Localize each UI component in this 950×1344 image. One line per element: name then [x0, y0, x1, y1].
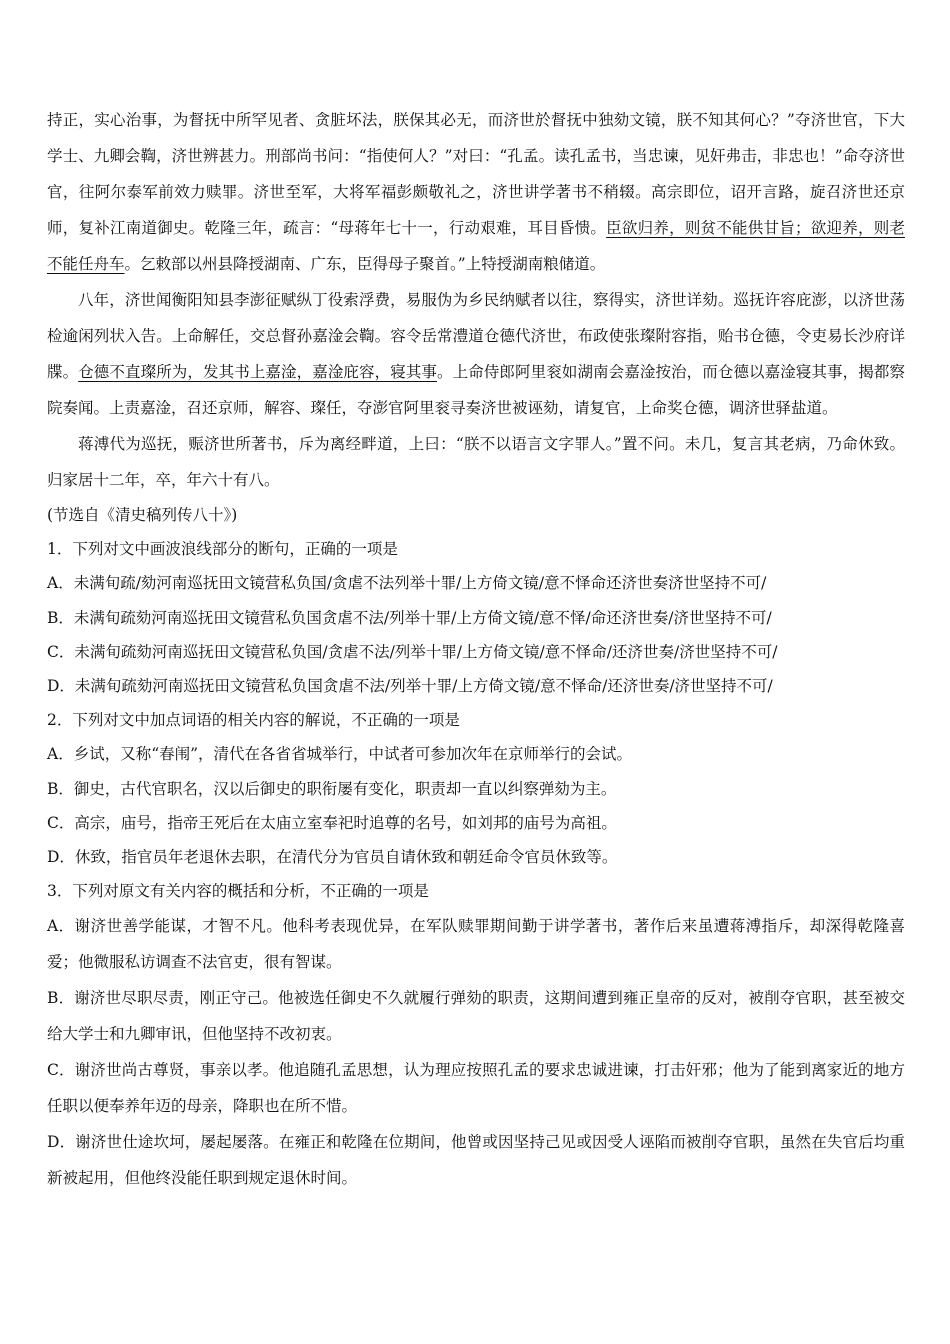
question-1-stem: 1．下列对文中画波浪线部分的断句，正确的一项是: [47, 540, 398, 559]
passage-source: (节选自《清史稿列传八十》): [47, 506, 238, 524]
question-2-option-b: B．御史，古代官职名，汉以后御史的职衔屡有变化，职责却一直以纠察弹劾为主。: [47, 779, 617, 798]
passage-p2-underlined: 仓德不直璨所为，发其书上嘉淦，嘉淦庇容，寝其事: [78, 363, 438, 381]
question-3-option-d: D．谢济世仕途坎坷，屡起屡落。在雍正和乾隆在位期间，他曾或因坚持己见或因受人诬陷而被削夺官职，虽然在失官后均重新被起用，但他终没能任职到规定退休时间。: [47, 1133, 905, 1188]
question-3-option-c: C．谢济世尚古尊贤，事亲以孝。他追随孔孟思想，认为理应按照孔孟的要求忠诚进谏，打击奸邪；他为了能到离家近的地方任职以便奉养年迈的母亲，降职也在所不惜。: [47, 1061, 905, 1116]
question-3-option-a: A．谢济世善学能谋，才智不凡。他科考表现优异，在军队赎罪期间勤于讲学著书，著作后来虽遭蒋溥指斥，却深得乾隆喜爱；他微服私访调查不法官吏，很有智谋。: [47, 917, 905, 972]
question-2-option-c: C．高宗，庙号，指帝王死后在太庙立室奉祀时追尊的名号，如刘邦的庙号为高祖。: [47, 813, 617, 832]
passage-p1-text-end: 。乞敕部以州县降授湖南、广东，臣得母子聚首。”上特授湖南粮储道。: [124, 255, 606, 273]
passage-paragraph-2: [47, 282, 905, 426]
question-1-option-a: A．未满旬疏/劾河南巡抚田文镜营私负国/贪虐不法列举十罪/上方倚文镜/意不怿命还济世奏济世坚持不可/: [47, 574, 767, 593]
passage-p2-text-end: 。上命侍郎阿里衮如湖南会嘉淦按治，而仓德以嘉淦寝其事，揭都察院奏闻。上责嘉淦，召还京师，解容、璨任，夺澎官阿里衮寻奏济世被诬劾，请复官，上命奖仓德，调济世驿盐道。: [47, 363, 905, 417]
question-3-stem: 3．下列对原文有关内容的概括和分析，不正确的一项是: [47, 882, 429, 901]
passage-paragraph-3: 蒋溥代为巡抚，赈济世所著书，斥为离经畔道，上曰：“朕不以语言文字罪人。”置不问。未几，复言其老病，乃命休致。归家居十二年，卒，年六十有八。: [47, 435, 905, 489]
passage-paragraph-1: [47, 102, 905, 282]
document-page: [47, 102, 905, 1196]
question-2-stem: 2．下列对文中加点词语的相关内容的解说，不正确的一项是: [47, 711, 460, 730]
question-3-option-b: B．谢济世尽职尽责，刚正守己。他被选任御史不久就履行弹劾的职责，这期间遭到雍正皇帝的反对，被削夺官职，甚至被交给大学士和九卿审讯，但他坚持不改初衷。: [47, 989, 905, 1044]
question-1-option-d: D．未满旬疏劾河南巡抚田文镜营私负国贪虐不法/列举十罪/上方倚文镜/意不怿命/还济世奏/济世坚持不可/: [47, 677, 773, 696]
passage-p1-text: 持正，实心治事，为督抚中所罕见者、贪脏坏法，朕保其必无，而济世於督抚中独劾文镜，朕不知其何心？”夺济世官，下大学士、九卿会鞫，济世辨甚力。刑部尚书问：“指使何人？”对曰：“孔孟。读孔孟书，当忠谏，见奸弗击，非忠也！”命夺济世官，往阿尔泰军前效力赎罪。济世至军，大将军福彭颇敬礼之，济世讲学著书不稍辍。高宗即位，诏开言路，旋召济世还京师，复补江南道御史。乾隆三年，疏言：“母蒋年七十一，行动艰难，耳目昏愦。: [47, 111, 905, 237]
question-1-option-b: B．未满旬疏劾河南巡抚田文镜营私负国贪虐不法/列举十罪/上方倚文镜/意不怿/命还济世奏/济世坚持不可/: [47, 608, 772, 627]
passage-p2-text: 八年，济世闻衡阳知县李澎征赋纵丁役索浮费，易服伪为乡民纳赋者以往，察得实，济世详劾。巡抚许容庇澎，以济世荡检逾闲列状入告。上命解任，交总督孙嘉淦会鞫。容令岳常澧道仓德代济世，布政使张璨附容指，贻书仓德，令吏易长沙府详牒。: [47, 291, 905, 381]
question-2-option-d: D．休致，指官员年老退休去职，在清代分为官员自请休致和朝廷命令官员休致等。: [47, 848, 618, 867]
question-1-option-c: C．未满旬疏劾河南巡抚田文镜营私负国/贪虐不法/列举十罪/上方倚文镜/意不怿命/还济世奏/济世坚持不可/: [47, 642, 778, 661]
passage-p1-underlined: 臣欲归养，则贫不能供甘旨；欲迎养，则老不能任舟车: [47, 219, 905, 273]
question-2-option-a: A．乡试，又称“春闱”，清代在各省省城举行，中试者可参加次年在京师举行的会试。: [47, 745, 633, 764]
